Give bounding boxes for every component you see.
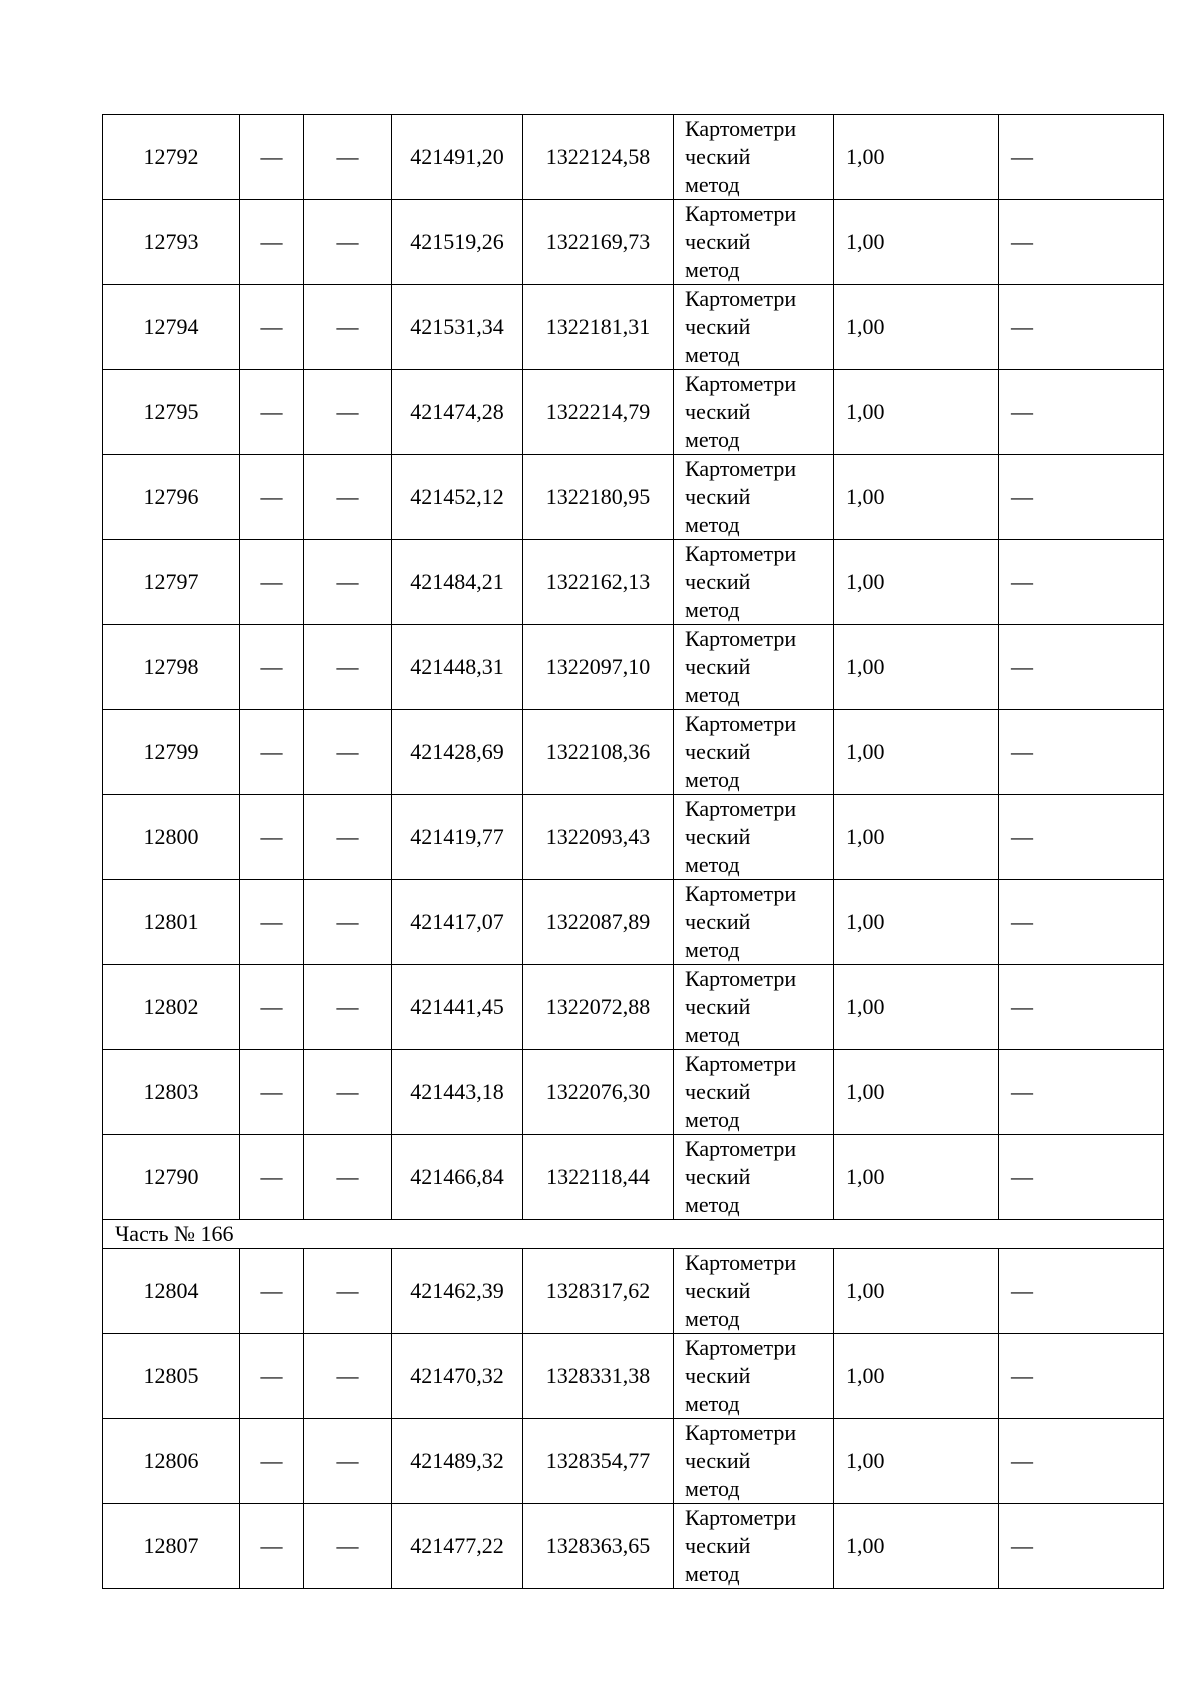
method-cell	[674, 370, 834, 455]
method-text-line: ческий	[685, 654, 751, 679]
dash-cell: —	[240, 1135, 304, 1220]
method-cell	[674, 625, 834, 710]
method-text-line: метод	[685, 1107, 740, 1132]
dash-cell: —	[240, 710, 304, 795]
dash-cell: —	[240, 285, 304, 370]
y-coordinate-cell: 1322180,95	[523, 455, 674, 540]
y-coordinate-cell: 1322072,88	[523, 965, 674, 1050]
x-coordinate-cell: 421466,84	[392, 1135, 523, 1220]
method-text-line: ческий	[685, 909, 751, 934]
method-text-line: метод	[685, 767, 740, 792]
dash-cell: —	[304, 285, 392, 370]
dash-cell: —	[304, 540, 392, 625]
dash-cell: —	[304, 1334, 392, 1419]
table-row	[103, 710, 1164, 795]
dash-cell: —	[999, 625, 1164, 710]
method-text-line: ческий	[685, 1278, 751, 1303]
dash-cell: —	[304, 1249, 392, 1334]
dash-cell: —	[304, 455, 392, 540]
x-coordinate-cell: 421419,77	[392, 795, 523, 880]
method-text-line: ческий	[685, 144, 751, 169]
method-text-line: Картометри	[685, 201, 797, 226]
method-text-line: ческий	[685, 1448, 751, 1473]
dash-cell: —	[240, 1050, 304, 1135]
point-number-cell: 12801	[103, 880, 240, 965]
method-cell	[674, 285, 834, 370]
method-text-line: Картометри	[685, 1420, 797, 1445]
dash-cell: —	[999, 370, 1164, 455]
method-cell	[674, 540, 834, 625]
y-coordinate-cell: 1322093,43	[523, 795, 674, 880]
method-text-line: метод	[685, 1561, 740, 1586]
dash-cell: —	[999, 710, 1164, 795]
method-text-line: Картометри	[685, 881, 797, 906]
dash-cell: —	[304, 625, 392, 710]
table-row	[103, 1334, 1164, 1419]
coordinates-table	[102, 114, 1164, 1589]
method-text-line: Картометри	[685, 116, 797, 141]
dash-cell: —	[999, 1419, 1164, 1504]
point-number-cell: 12800	[103, 795, 240, 880]
point-number-cell: 12798	[103, 625, 240, 710]
dash-cell: —	[999, 1504, 1164, 1589]
point-number-cell: 12792	[103, 115, 240, 200]
dash-cell: —	[240, 880, 304, 965]
point-number-cell: 12803	[103, 1050, 240, 1135]
method-text-line: метод	[685, 257, 740, 282]
dash-cell: —	[999, 540, 1164, 625]
method-cell	[674, 115, 834, 200]
method-text-line: метод	[685, 427, 740, 452]
method-text-line: Картометри	[685, 711, 797, 736]
method-cell	[674, 710, 834, 795]
accuracy-cell: 1,00	[834, 1050, 999, 1135]
method-cell	[674, 1419, 834, 1504]
y-coordinate-cell: 1322097,10	[523, 625, 674, 710]
accuracy-cell: 1,00	[834, 200, 999, 285]
point-number-cell: 12794	[103, 285, 240, 370]
part-header-row	[103, 1220, 1164, 1249]
point-number-cell: 12796	[103, 455, 240, 540]
point-number-cell: 12802	[103, 965, 240, 1050]
method-cell	[674, 965, 834, 1050]
accuracy-cell: 1,00	[834, 710, 999, 795]
x-coordinate-cell: 421474,28	[392, 370, 523, 455]
method-text-line: ческий	[685, 1079, 751, 1104]
y-coordinate-cell: 1322181,31	[523, 285, 674, 370]
dash-cell: —	[240, 200, 304, 285]
table-row	[103, 1135, 1164, 1220]
method-text-line: ческий	[685, 484, 751, 509]
point-number-cell: 12805	[103, 1334, 240, 1419]
x-coordinate-cell: 421531,34	[392, 285, 523, 370]
y-coordinate-cell: 1322108,36	[523, 710, 674, 795]
accuracy-cell: 1,00	[834, 1419, 999, 1504]
dash-cell: —	[240, 1249, 304, 1334]
x-coordinate-cell: 421448,31	[392, 625, 523, 710]
dash-cell: —	[999, 965, 1164, 1050]
accuracy-cell: 1,00	[834, 455, 999, 540]
method-text-line: Картометри	[685, 1335, 797, 1360]
method-text-line: ческий	[685, 739, 751, 764]
point-number-cell: 12795	[103, 370, 240, 455]
method-text-line: ческий	[685, 1363, 751, 1388]
dash-cell: —	[240, 1334, 304, 1419]
y-coordinate-cell: 1322124,58	[523, 115, 674, 200]
method-text-line: ческий	[685, 1533, 751, 1558]
dash-cell: —	[240, 965, 304, 1050]
x-coordinate-cell: 421470,32	[392, 1334, 523, 1419]
dash-cell: —	[304, 880, 392, 965]
point-number-cell: 12790	[103, 1135, 240, 1220]
dash-cell: —	[240, 795, 304, 880]
method-text-line: Картометри	[685, 456, 797, 481]
method-text-line: метод	[685, 852, 740, 877]
table-row	[103, 880, 1164, 965]
y-coordinate-cell: 1322162,13	[523, 540, 674, 625]
method-cell	[674, 1249, 834, 1334]
dash-cell: —	[240, 455, 304, 540]
dash-cell: —	[304, 200, 392, 285]
accuracy-cell: 1,00	[834, 115, 999, 200]
x-coordinate-cell: 421491,20	[392, 115, 523, 200]
method-cell	[674, 880, 834, 965]
point-number-cell: 12806	[103, 1419, 240, 1504]
method-text-line: метод	[685, 597, 740, 622]
method-text-line: Картометри	[685, 541, 797, 566]
table-row	[103, 1050, 1164, 1135]
table-row	[103, 1249, 1164, 1334]
method-text-line: ческий	[685, 994, 751, 1019]
method-cell	[674, 455, 834, 540]
method-cell	[674, 200, 834, 285]
table-row	[103, 1504, 1164, 1589]
accuracy-cell: 1,00	[834, 1249, 999, 1334]
point-number-cell: 12793	[103, 200, 240, 285]
method-text-line: Картометри	[685, 1250, 797, 1275]
method-text-line: Картометри	[685, 1505, 797, 1530]
table-row	[103, 455, 1164, 540]
method-text-line: Картометри	[685, 371, 797, 396]
y-coordinate-cell: 1328317,62	[523, 1249, 674, 1334]
method-text-line: ческий	[685, 314, 751, 339]
part-label: Часть № 166	[103, 1220, 1164, 1249]
y-coordinate-cell: 1322118,44	[523, 1135, 674, 1220]
dash-cell: —	[240, 1504, 304, 1589]
dash-cell: —	[240, 540, 304, 625]
dash-cell: —	[304, 1050, 392, 1135]
x-coordinate-cell: 421443,18	[392, 1050, 523, 1135]
x-coordinate-cell: 421489,32	[392, 1419, 523, 1504]
accuracy-cell: 1,00	[834, 285, 999, 370]
dash-cell: —	[240, 1419, 304, 1504]
point-number-cell: 12807	[103, 1504, 240, 1589]
y-coordinate-cell: 1322169,73	[523, 200, 674, 285]
dash-cell: —	[304, 1504, 392, 1589]
method-text-line: Картометри	[685, 286, 797, 311]
method-text-line: ческий	[685, 229, 751, 254]
table-row	[103, 200, 1164, 285]
dash-cell: —	[999, 1334, 1164, 1419]
dash-cell: —	[999, 1135, 1164, 1220]
point-number-cell: 12799	[103, 710, 240, 795]
method-text-line: Картометри	[685, 1136, 797, 1161]
method-cell	[674, 1135, 834, 1220]
method-cell	[674, 1334, 834, 1419]
method-text-line: метод	[685, 1306, 740, 1331]
y-coordinate-cell: 1322214,79	[523, 370, 674, 455]
y-coordinate-cell: 1328331,38	[523, 1334, 674, 1419]
dash-cell: —	[240, 115, 304, 200]
dash-cell: —	[999, 455, 1164, 540]
y-coordinate-cell: 1328354,77	[523, 1419, 674, 1504]
dash-cell: —	[304, 710, 392, 795]
method-cell	[674, 1050, 834, 1135]
method-text-line: Картометри	[685, 796, 797, 821]
method-text-line: метод	[685, 512, 740, 537]
table-row	[103, 540, 1164, 625]
x-coordinate-cell: 421452,12	[392, 455, 523, 540]
table-row	[103, 795, 1164, 880]
method-text-line: Картометри	[685, 1051, 797, 1076]
method-cell	[674, 1504, 834, 1589]
y-coordinate-cell: 1322076,30	[523, 1050, 674, 1135]
table-row	[103, 1419, 1164, 1504]
y-coordinate-cell: 1328363,65	[523, 1504, 674, 1589]
method-text-line: ческий	[685, 399, 751, 424]
table-row	[103, 965, 1164, 1050]
table-body	[103, 115, 1164, 1589]
y-coordinate-cell: 1322087,89	[523, 880, 674, 965]
x-coordinate-cell: 421519,26	[392, 200, 523, 285]
dash-cell: —	[999, 115, 1164, 200]
x-coordinate-cell: 421428,69	[392, 710, 523, 795]
dash-cell: —	[304, 965, 392, 1050]
dash-cell: —	[304, 115, 392, 200]
dash-cell: —	[999, 880, 1164, 965]
dash-cell: —	[999, 200, 1164, 285]
method-text-line: Картометри	[685, 966, 797, 991]
x-coordinate-cell: 421441,45	[392, 965, 523, 1050]
method-text-line: ческий	[685, 569, 751, 594]
accuracy-cell: 1,00	[834, 1504, 999, 1589]
dash-cell: —	[304, 1419, 392, 1504]
method-text-line: метод	[685, 1022, 740, 1047]
method-text-line: метод	[685, 342, 740, 367]
point-number-cell: 12797	[103, 540, 240, 625]
accuracy-cell: 1,00	[834, 370, 999, 455]
dash-cell: —	[240, 625, 304, 710]
accuracy-cell: 1,00	[834, 795, 999, 880]
accuracy-cell: 1,00	[834, 965, 999, 1050]
method-text-line: метод	[685, 937, 740, 962]
accuracy-cell: 1,00	[834, 625, 999, 710]
dash-cell: —	[304, 795, 392, 880]
method-text-line: метод	[685, 1391, 740, 1416]
point-number-cell: 12804	[103, 1249, 240, 1334]
accuracy-cell: 1,00	[834, 1135, 999, 1220]
dash-cell: —	[304, 1135, 392, 1220]
method-cell	[674, 795, 834, 880]
table-row	[103, 625, 1164, 710]
method-text-line: метод	[685, 682, 740, 707]
table-row	[103, 285, 1164, 370]
dash-cell: —	[999, 1050, 1164, 1135]
dash-cell: —	[240, 370, 304, 455]
x-coordinate-cell: 421484,21	[392, 540, 523, 625]
table-row	[103, 370, 1164, 455]
method-text-line: Картометри	[685, 626, 797, 651]
method-text-line: ческий	[685, 824, 751, 849]
dash-cell: —	[999, 285, 1164, 370]
x-coordinate-cell: 421462,39	[392, 1249, 523, 1334]
dash-cell: —	[999, 1249, 1164, 1334]
method-text-line: метод	[685, 172, 740, 197]
method-text-line: метод	[685, 1476, 740, 1501]
x-coordinate-cell: 421477,22	[392, 1504, 523, 1589]
method-text-line: метод	[685, 1192, 740, 1217]
x-coordinate-cell: 421417,07	[392, 880, 523, 965]
table-row	[103, 115, 1164, 200]
dash-cell: —	[999, 795, 1164, 880]
accuracy-cell: 1,00	[834, 1334, 999, 1419]
method-text-line: ческий	[685, 1164, 751, 1189]
accuracy-cell: 1,00	[834, 540, 999, 625]
accuracy-cell: 1,00	[834, 880, 999, 965]
dash-cell: —	[304, 370, 392, 455]
